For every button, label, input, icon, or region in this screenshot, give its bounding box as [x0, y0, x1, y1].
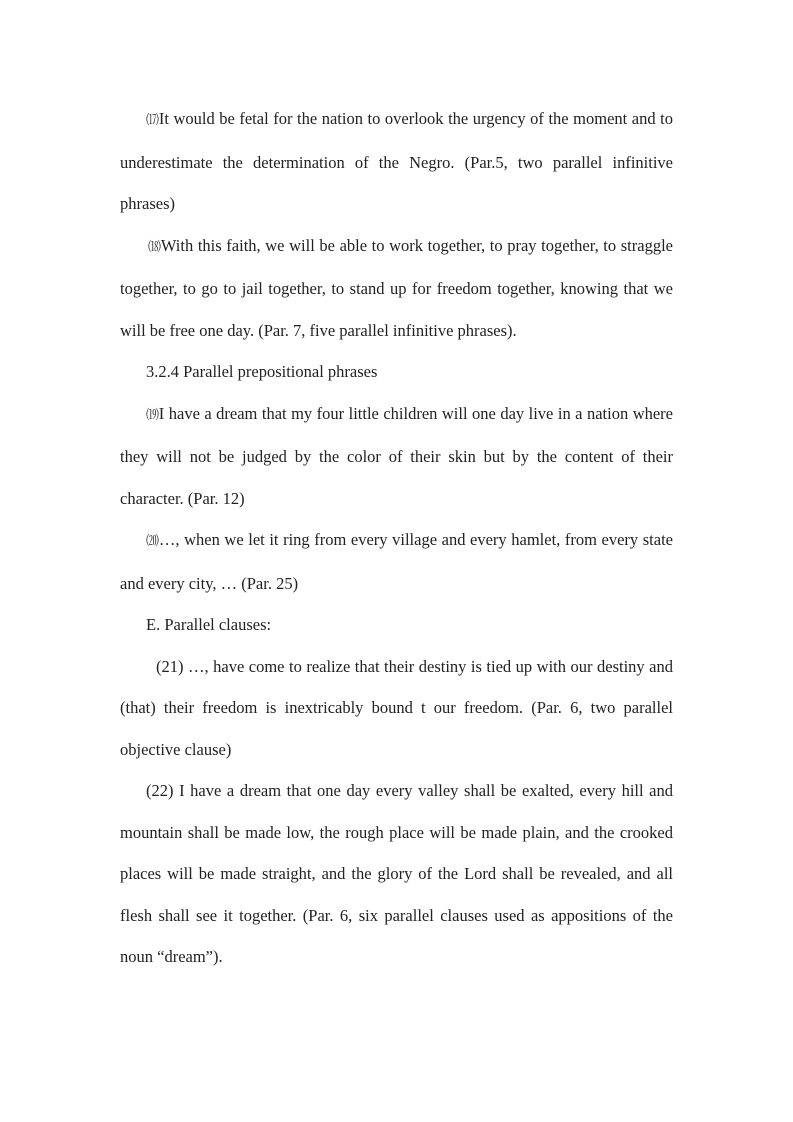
example-18-text: With this faith, we will be able to work together, to pray together, to straggle together, to go to jail together, to stand up for freedom together, knowing that we will be free one day. (Par. 7, five parallel infinitive phrases).: [120, 235, 673, 340]
example-19-marker: ⒆: [146, 407, 159, 423]
example-17-marker: ⒄: [146, 113, 159, 128]
section-heading-3-2-4: 3.2.4 Parallel prepositional phrases: [146, 362, 378, 381]
example-20-paragraph: [120, 519, 673, 604]
example-17-paragraph: [120, 98, 673, 225]
document-page: [120, 98, 673, 978]
example-19-text: I have a dream that my four little children will one day live in a nation where they will not be judged by the color of their skin but by the content of their character. (Par. 12): [120, 403, 674, 508]
example-19-paragraph: [120, 393, 673, 520]
example-22-paragraph: (22) I have a dream that one day every valley shall be exalted, every hill and mountain shall be made low, the rough place will be made plain, and the crooked places will be made straight, and the glory of the Lord shall be revealed, and all flesh shall see it together. (Par. 6, six parallel clauses used as appositions of the noun “dream”).: [120, 781, 673, 966]
section-heading-parallel-clauses: E. Parallel clauses:: [146, 615, 272, 634]
example-20-marker: ⒇: [146, 534, 159, 549]
example-17-text: It would be fetal for the nation to overlook the urgency of the moment and to underestimate the determination of the Negro. (Par.5, two parallel infinitive phrases): [120, 109, 673, 213]
example-21-paragraph: (21) …, have come to realize that their destiny is tied up with our destiny and (that) their freedom is inextricably bound t our freedom. (Par. 6, two parallel objective clause): [120, 656, 673, 759]
example-18-marker: ⒅: [148, 239, 161, 255]
example-18-paragraph: [120, 225, 673, 352]
example-20-text: …, when we let it ring from every village and every hamlet, from every state and every city, … (Par. 25): [120, 530, 673, 593]
